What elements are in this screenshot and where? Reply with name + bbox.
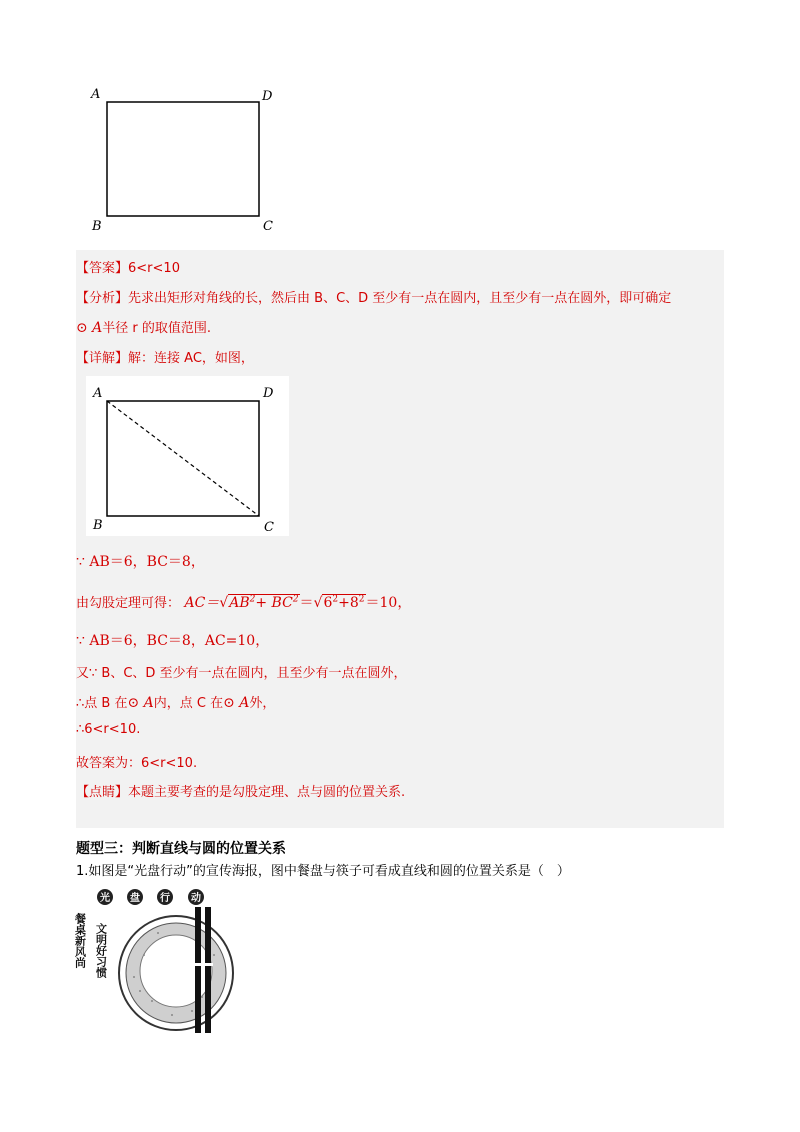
- label-a: A: [93, 386, 103, 401]
- poster-figure: [74, 885, 234, 1035]
- step-1: ∵ AB＝6，BC＝8，: [76, 554, 205, 570]
- step-5-b: 内，点 C 在: [153, 696, 224, 711]
- step-5-a: ∴点 B 在: [76, 696, 128, 711]
- answer-tag: 【答案】: [76, 261, 129, 276]
- analysis-line-1: [76, 287, 671, 306]
- analysis-line-2: [76, 317, 211, 336]
- poster-char-1: 光: [100, 893, 110, 904]
- label-b: B: [92, 219, 102, 234]
- label-a: A: [91, 87, 101, 102]
- label-d: D: [263, 386, 274, 401]
- step-5: [76, 692, 275, 711]
- plate-inner: [140, 935, 212, 1007]
- formula-result: ＝10，: [365, 595, 412, 611]
- formula-ab: AB: [229, 595, 250, 611]
- poster-right-vertical: 文明好习惯: [94, 923, 108, 978]
- label-c: C: [263, 219, 273, 234]
- detail-line: [76, 347, 254, 366]
- step-7: 故答案为：6<r<10.: [76, 756, 198, 771]
- step-5-c: 外，: [249, 696, 276, 711]
- rectangle-figure-2: [86, 376, 289, 536]
- chopstick-1: [195, 907, 201, 1033]
- analysis-text-2: 半径 r 的取值范围.: [102, 321, 212, 336]
- formula-8: +8: [338, 595, 359, 611]
- formula-ac: AC＝: [184, 595, 220, 611]
- formula-6: 6: [323, 595, 333, 611]
- answer-value: 6<r<10: [128, 261, 180, 276]
- rectangle-figure-1: [86, 84, 286, 236]
- circle-a-symbol: ⊙ A: [76, 320, 103, 336]
- step-4: 又∵ B、C、D 至少有一点在圆内，且至少有一点在圆外，: [76, 666, 407, 681]
- step-2-formula: $AC=√AB^2+ BC^2=√6^2+8^2=10$，: [184, 594, 412, 611]
- analysis-text-1: 先求出矩形对角线的长，然后由 B、C、D 至少有一点在圆内，且至少有一点在圆外，即可确定: [128, 291, 672, 306]
- poster-char-3: 行: [160, 893, 170, 904]
- comment-text: 本题主要考查的是勾股定理、点与圆的位置关系.: [128, 785, 406, 800]
- label-b: B: [93, 518, 103, 533]
- circle-a-symbol: ⊙ A: [127, 695, 154, 711]
- answer-panel: [76, 250, 724, 828]
- question-text: 1.如图是“光盘行动”的宣传海报，图中餐盘与筷子可看成直线和圆的位置关系是（ ）: [76, 864, 570, 879]
- circle-a-symbol: ⊙ A: [223, 695, 250, 711]
- sqrt-ab-bc: $AB^2+ BC^2$: [229, 594, 299, 611]
- poster-left-vertical: 餐桌新风尚: [74, 913, 87, 968]
- poster-char-2: 盘: [130, 893, 140, 904]
- step-2: [76, 592, 411, 612]
- detail-text: 解：连接 AC，如图，: [128, 351, 254, 366]
- formula-eq: ＝: [299, 595, 314, 611]
- label-c: C: [264, 520, 274, 535]
- comment-line: [76, 781, 405, 800]
- poster-char-4: 动: [191, 893, 201, 904]
- formula-bc: + BC: [255, 595, 293, 611]
- step-3: ∵ AB＝6，BC＝8，AC=10，: [76, 633, 270, 649]
- poster-title: [97, 889, 204, 905]
- comment-tag: 【点睛】: [76, 785, 129, 800]
- label-d: D: [262, 89, 273, 104]
- step-6: ∴6<r<10.: [76, 722, 141, 737]
- detail-tag: 【详解】: [76, 351, 129, 366]
- step-2-prefix: 由勾股定理可得：: [76, 596, 181, 611]
- section-title: 题型三：判断直线与圆的位置关系: [76, 841, 286, 857]
- chopstick-2: [205, 907, 211, 1033]
- answer-line: [76, 257, 180, 276]
- analysis-tag: 【分析】: [76, 291, 129, 306]
- sqrt-6-8: $6^2+8^2$: [323, 594, 365, 611]
